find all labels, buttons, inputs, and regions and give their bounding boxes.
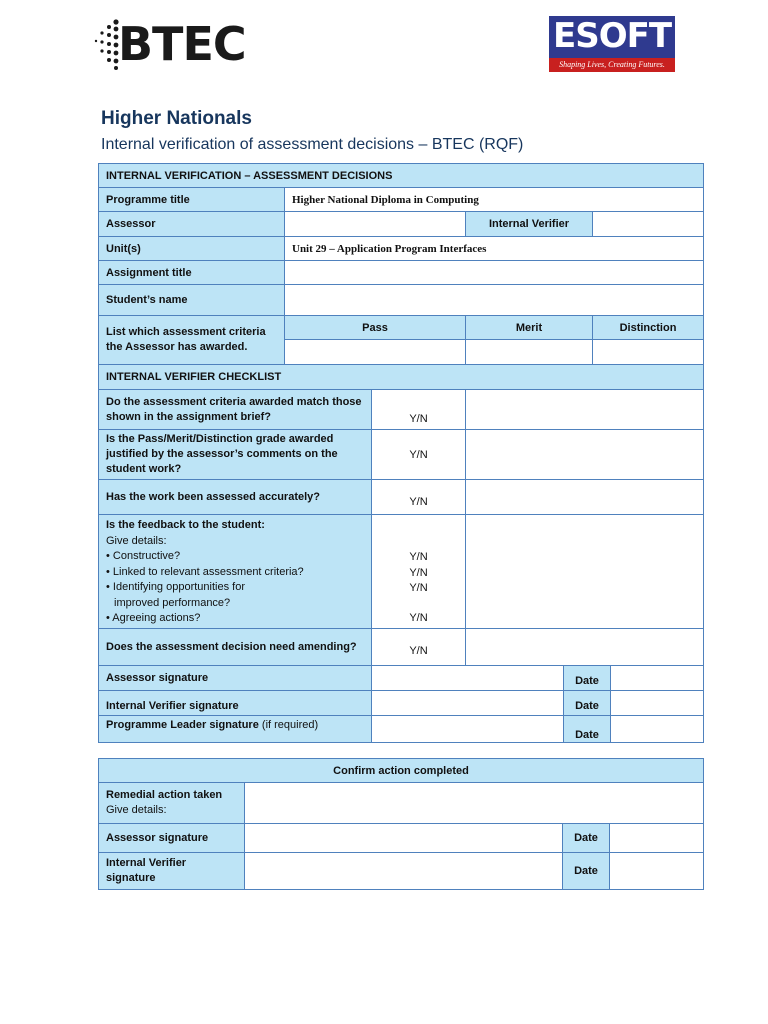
iv-signature-field[interactable] [372,691,564,716]
esoft-logo-text: ESOFT [553,16,672,56]
pass-field[interactable] [285,340,466,365]
students-name-label: Student’s name [99,285,285,316]
yn-assessed-accurately[interactable]: Y/N [372,480,466,515]
pl-date-field[interactable] [611,716,704,743]
confirm-assessor-date-label: Date [563,824,610,853]
comment-criteria-match[interactable] [466,390,704,430]
confirm-iv-date-label: Date [563,853,610,890]
remedial-action-text: Remedial action taken [106,789,223,801]
iv-date-label: Date [564,691,611,716]
merit-field[interactable] [466,340,593,365]
distinction-header: Distinction [593,316,704,340]
iv-signature-label: Internal Verifier signature [99,691,372,716]
yn-constructive[interactable]: Y/N [409,551,428,563]
programme-title-field[interactable]: Higher National Diploma in Computing [285,188,704,212]
question-grade-justified: Is the Pass/Merit/Distinction grade awarded justified by the assessor’s comments on the student work? [99,430,372,480]
pl-signature-field[interactable] [372,716,564,743]
assessor-field[interactable] [285,212,466,237]
feedback-give-details: Give details: [106,534,167,547]
assessor-signature-label: Assessor signature [99,666,372,691]
assessor-label: Assessor [99,212,285,237]
confirm-iv-signature-label: Internal Verifier signature [99,853,245,890]
programme-title-label: Programme title [99,188,285,212]
confirm-action-table [98,758,704,890]
yn-decision-amending[interactable]: Y/N [372,629,466,666]
internal-verifier-field[interactable] [593,212,704,237]
merit-header: Merit [466,316,593,340]
remedial-give-details: Give details: [106,804,167,816]
assignment-title-label: Assignment title [99,261,285,285]
assessment-decisions-table [98,163,704,365]
yn-agreeing[interactable]: Y/N [409,611,428,624]
page-title: Higher Nationals [101,108,252,129]
esoft-tagline: Shaping Lives, Creating Futures. [549,58,675,72]
feedback-title: Is the feedback to the student: [106,519,265,531]
comment-feedback[interactable] [466,515,704,629]
btec-logo-text: BTEC [118,17,246,71]
yn-grade-justified[interactable]: Y/N [372,430,466,480]
feedback-bullet-linked: • Linked to relevant assessment criteria? [106,565,304,578]
remedial-action-label [99,783,245,824]
section-title-checklist: INTERNAL VERIFIER CHECKLIST [99,365,704,390]
verifier-checklist-table [98,364,704,743]
yn-feedback-group[interactable] [372,515,466,629]
pass-header: Pass [285,316,466,340]
btec-logo [92,18,252,70]
assignment-title-field[interactable] [285,261,704,285]
question-feedback [99,515,372,629]
confirm-iv-date-field[interactable] [610,853,704,890]
remedial-action-field[interactable] [245,783,704,824]
pl-signature-text: Programme Leader signature [106,719,259,731]
feedback-bullet-opportunities: • Identifying opportunities for [106,581,245,593]
iv-date-field[interactable] [611,691,704,716]
pl-signature-note: (if required) [261,719,319,731]
confirm-assessor-signature-field[interactable] [245,824,563,853]
assessor-date-label: Date [564,666,611,691]
page-subtitle: Internal verification of assessment decisions – BTEC (RQF) [101,136,524,153]
yn-linked[interactable]: Y/N [409,566,428,579]
section-title-decisions: INTERNAL VERIFICATION – ASSESSMENT DECISIONS [99,164,704,188]
yn-opportunities[interactable]: Y/N [409,582,428,594]
feedback-bullet-opportunities-cont: improved performance? [114,596,231,609]
pl-signature-label [99,716,372,743]
confirm-assessor-signature-label: Assessor signature [99,824,245,853]
students-name-field[interactable] [285,285,704,316]
question-assessed-accurately: Has the work been assessed accurately? [99,480,372,515]
esoft-logo [549,16,675,72]
assessor-date-field[interactable] [611,666,704,691]
distinction-field[interactable] [593,340,704,365]
yn-criteria-match[interactable]: Y/N [372,390,466,430]
comment-grade-justified[interactable] [466,430,704,480]
comment-assessed-accurately[interactable] [466,480,704,515]
confirm-action-title: Confirm action completed [99,759,704,783]
units-field[interactable]: Unit 29 – Application Program Interfaces [285,237,704,261]
confirm-assessor-date-field[interactable] [610,824,704,853]
internal-verifier-label: Internal Verifier [466,212,593,237]
assessor-signature-field[interactable] [372,666,564,691]
confirm-iv-signature-field[interactable] [245,853,563,890]
criteria-label: List which assessment criteria the Assessor has awarded. [99,316,285,365]
question-decision-amending: Does the assessment decision need amending? [99,629,372,666]
comment-decision-amending[interactable] [466,629,704,666]
feedback-bullet-agreeing: • Agreeing actions? [106,612,201,624]
feedback-bullet-constructive: • Constructive? [106,550,181,562]
pl-date-label: Date [564,716,611,743]
units-label: Unit(s) [99,237,285,261]
question-criteria-match: Do the assessment criteria awarded match those shown in the assignment brief? [99,390,372,430]
